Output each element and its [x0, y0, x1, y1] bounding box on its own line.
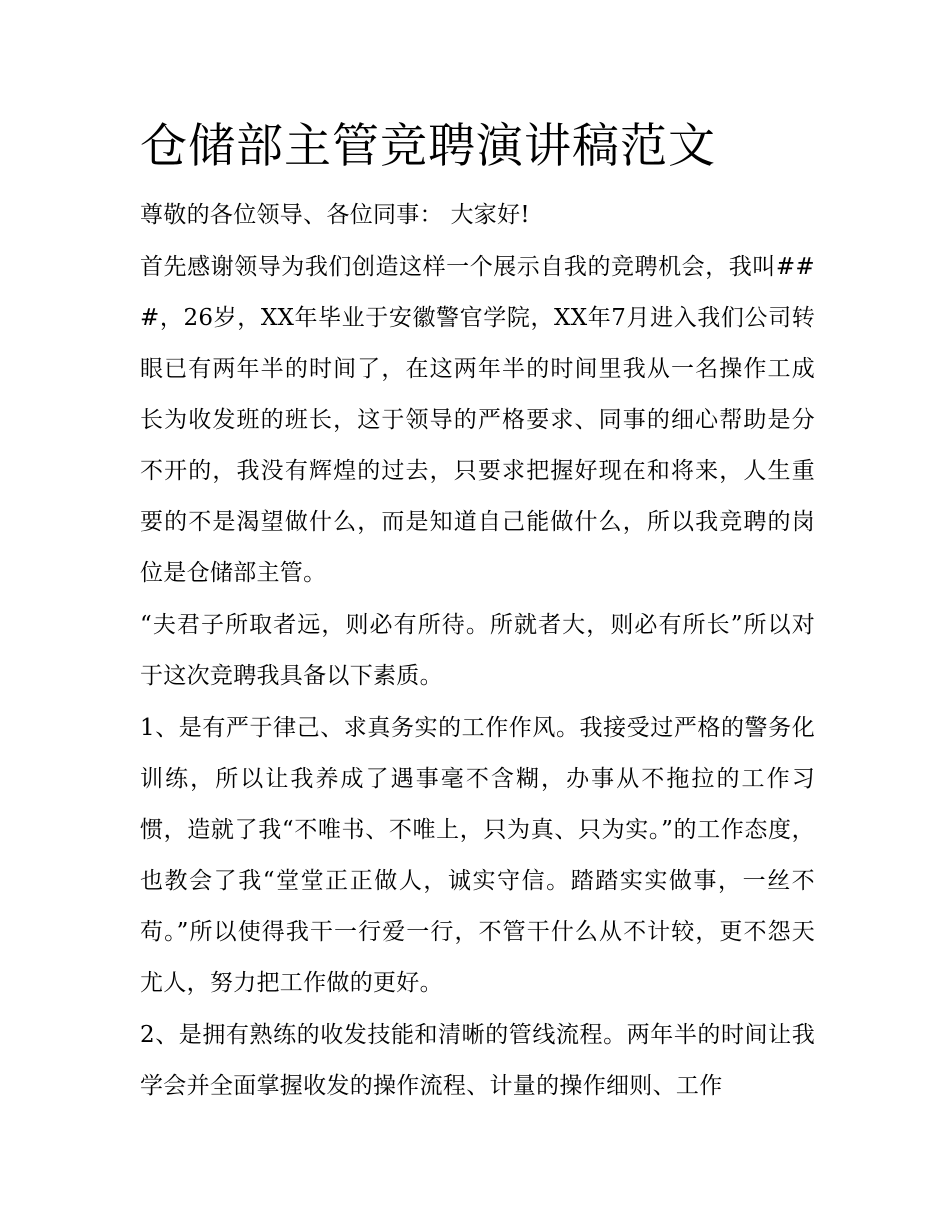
paragraph-greeting: 尊敬的各位领导、各位同事： 大家好! — [140, 202, 530, 228]
paragraph-point-2: 2、是拥有熟练的收发技能和清晰的管线流程。两年半的时间让我学会并全面掌握收发的操作流程、计量的操作细则、工作 — [140, 1022, 815, 1099]
paragraph-quote: “夫君子所取者远，则必有所待。所就者大，则必有所长”所以对于这次竞聘我具备以下素质。 — [140, 612, 815, 689]
paragraph-introduction: 首先感谢领导为我们创造这样一个展示自我的竞聘机会，我叫###，26岁，XX年毕业于安徽警官学院，XX年7月进入我们公司转眼已有两年半的时间了，在这两年半的时间里我从一名操作工成长为收发班的班长，这于领导的严格要求、同事的细心帮助是分不开的，我没有辉煌的过去，只要求把握好现在和将来，人生重要的不是渴望做什么，而是知道自己能做什么，所以我竞聘的岗位是仓储部主管。 — [140, 254, 815, 586]
document-page — [140, 108, 815, 1113]
document-title: 仓储部主管竞聘演讲稿范文 — [140, 119, 716, 174]
paragraph-point-1: 1、是有严于律己、求真务实的工作作风。我接受过严格的警务化训练，所以让我养成了遇事毫不含糊，办事从不拖拉的工作习惯，造就了我“不唯书、不唯上，只为真、只为实。”的工作态度，也教会了我“堂堂正正做人，诚实守信。踏踏实实做事，一丝不苟。”所以使得我干一行爱一行，不管干什么从不计较，更不怨天尤人，努力把工作做的更好。 — [140, 715, 815, 996]
